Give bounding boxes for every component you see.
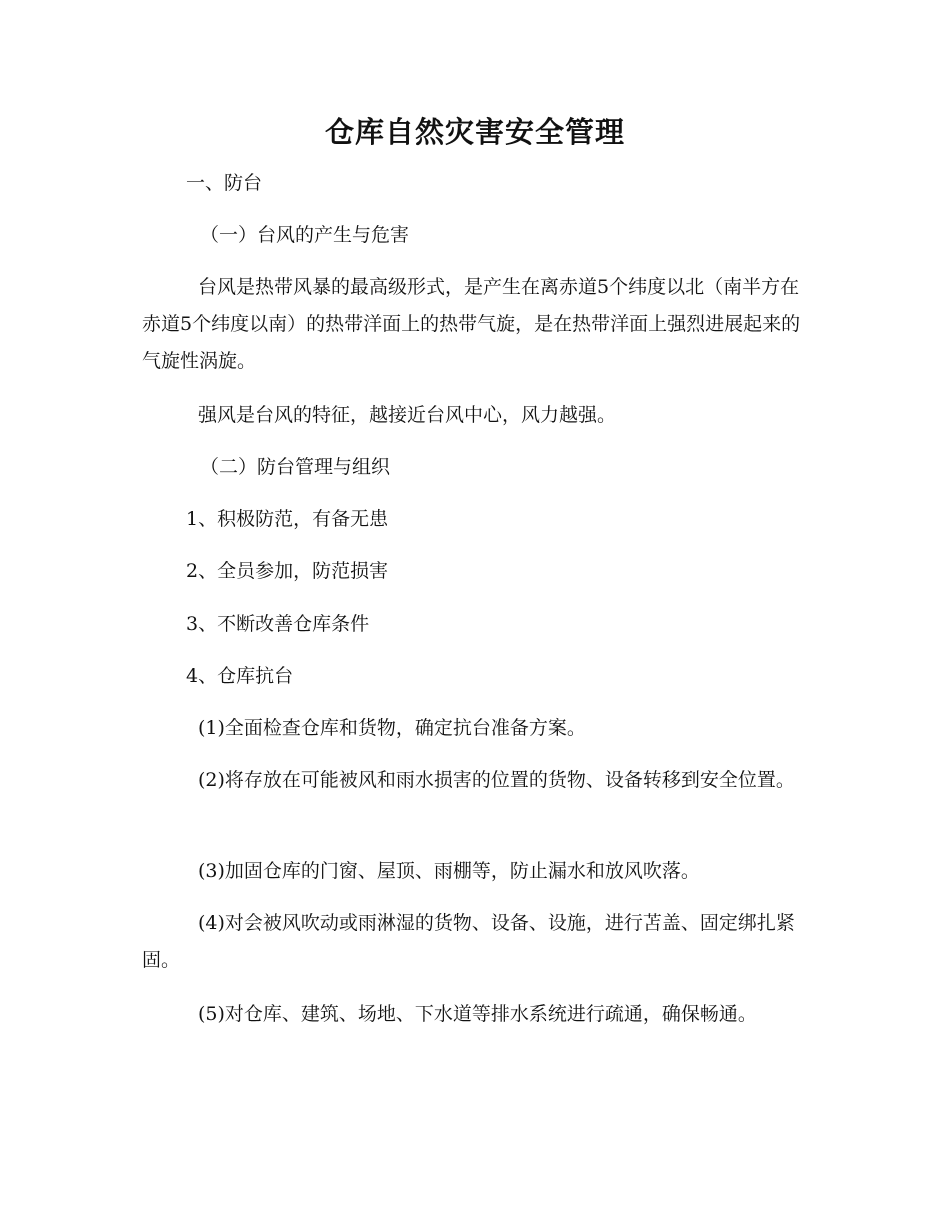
paragraph-typhoon-definition: 台风是热带风暴的最高级形式，是产生在离赤道5个纬度以北（南半方在赤道5个纬度以南）的热带洋面上的热带气旋，是在热带洋面上强烈进展起来的气旋性涡旋。 [142, 276, 801, 372]
list-item: 4、仓库抗台 [186, 665, 294, 687]
document-title: 仓库自然灾害安全管理 [324, 115, 625, 149]
paragraph-strong-wind: 强风是台风的特征，越接近台风中心，风力越强。 [198, 404, 617, 426]
subsection-heading-management: （二）防台管理与组织 [200, 456, 391, 478]
sub-list-item: (4)对会被风吹动或雨淋湿的货物、设备、设施，进行苫盖、固定绑扎紧固。 [142, 912, 795, 971]
subsection-heading-origin: （一）台风的产生与危害 [200, 224, 410, 246]
sub-list-item: (2)将存放在可能被风和雨水损害的位置的货物、设备转移到安全位置。 [198, 769, 795, 791]
sub-list-item: (5)对仓库、建筑、场地、下水道等排水系统进行疏通，确保畅通。 [198, 1003, 757, 1025]
list-item: 3、不断改善仓库条件 [186, 613, 370, 635]
sub-list-item: (1)全面检查仓库和货物，确定抗台准备方案。 [198, 717, 586, 739]
sub-list-item: (3)加固仓库的门窗、屋顶、雨棚等，防止漏水和放风吹落。 [198, 860, 700, 882]
list-item: 2、全员参加，防范损害 [186, 560, 389, 582]
list-item: 1、积极防范，有备无患 [186, 508, 389, 530]
section-heading-typhoon: 一、防台 [186, 172, 263, 194]
